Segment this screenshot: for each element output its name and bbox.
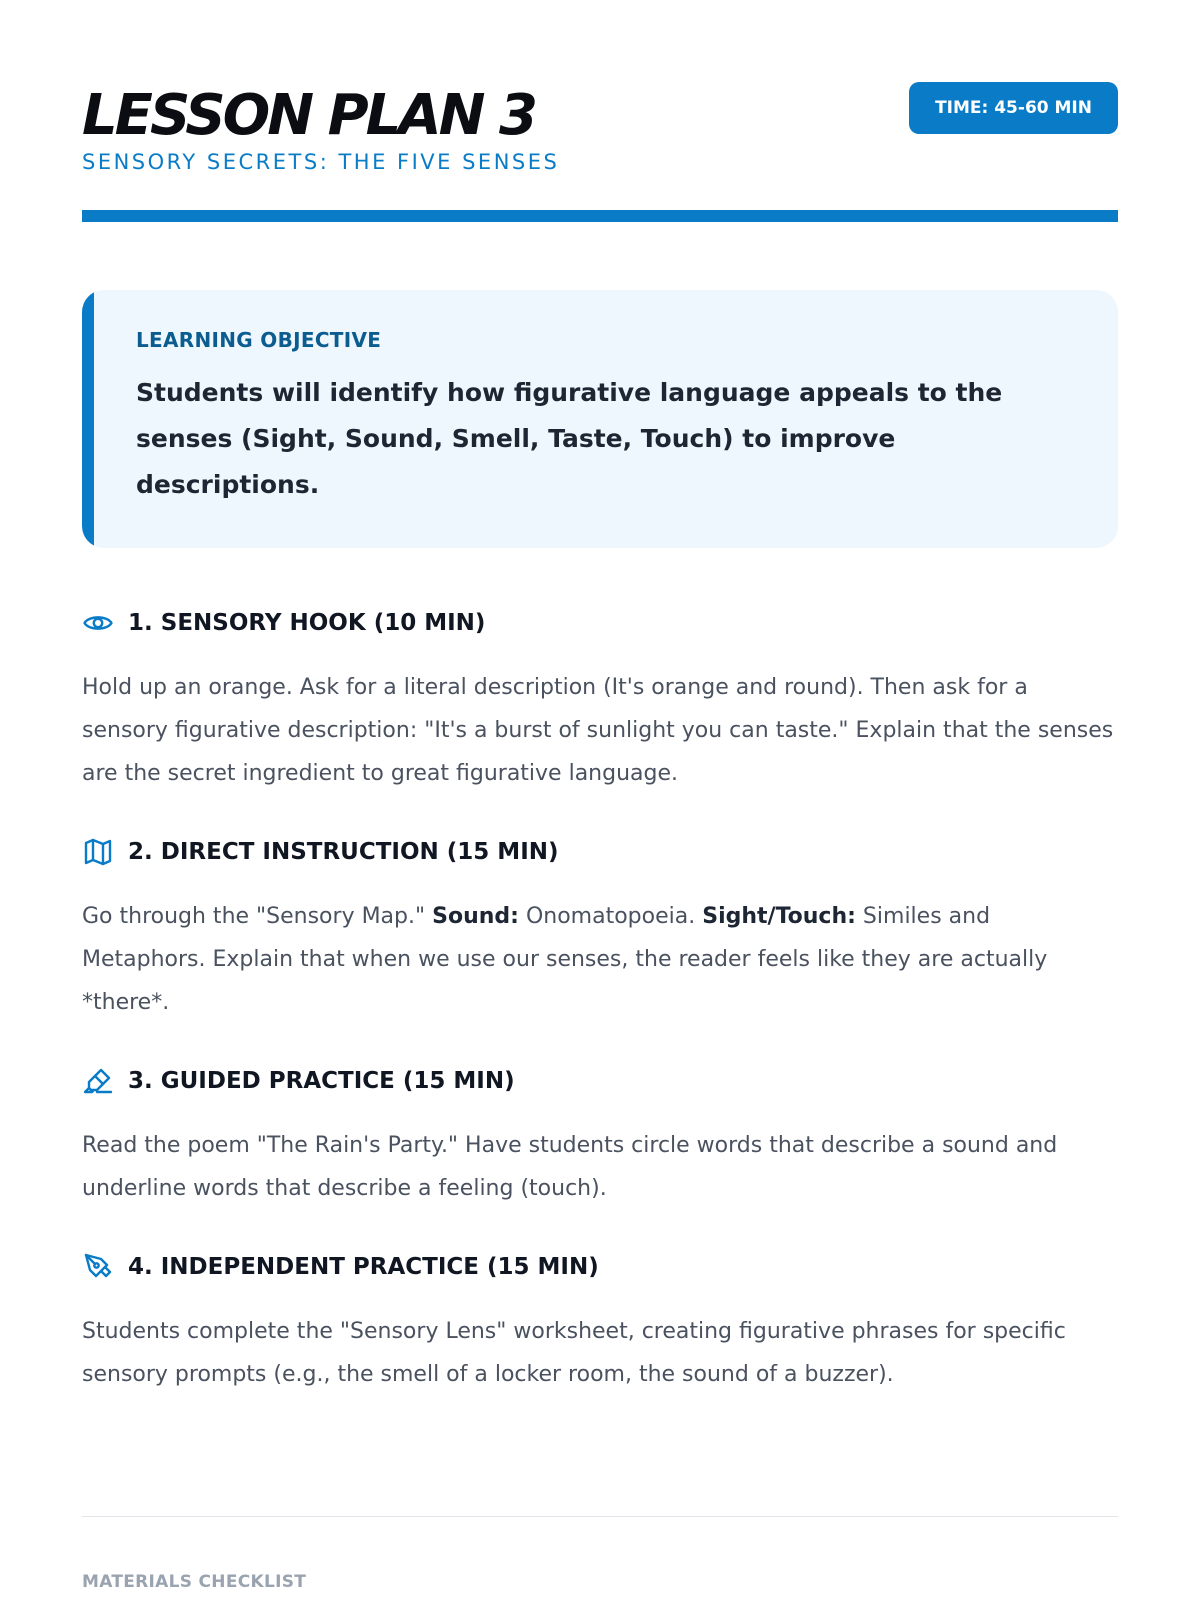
section-body: Students complete the "Sensory Lens" worksheet, creating figurative phrases for specific sensory prompts (e.g., the smell of a locker room, the sound of a buzzer). bbox=[82, 1319, 1066, 1387]
section-guided-practice bbox=[82, 1064, 1118, 1210]
pen-tool-icon bbox=[82, 1251, 114, 1283]
eye-icon bbox=[82, 607, 114, 639]
section-divider bbox=[82, 1516, 1118, 1517]
section-heading bbox=[82, 835, 1118, 869]
objective-label: LEARNING OBJECTIVE bbox=[136, 328, 382, 352]
section-heading bbox=[82, 1250, 1118, 1284]
page-subtitle: SENSORY SECRETS: THE FIVE SENSES bbox=[82, 150, 560, 174]
section-title: 3. GUIDED PRACTICE (15 MIN) bbox=[128, 1068, 515, 1094]
header-rule bbox=[82, 210, 1118, 222]
body-bold-text: Sight/Touch: bbox=[702, 904, 856, 929]
section-heading bbox=[82, 1064, 1118, 1098]
body-text: Go through the "Sensory Map." bbox=[82, 904, 433, 929]
body-bold-text: Sound: bbox=[432, 904, 519, 929]
section-body bbox=[82, 895, 1118, 1024]
section-title: 1. SENSORY HOOK (10 MIN) bbox=[128, 610, 486, 636]
section-body: Hold up an orange. Ask for a literal description (It's orange and round). Then ask for a sensory figurative description: "It's a burst of sunlight you can taste." Explain that the senses are the secret ingredient to great figurative language. bbox=[82, 675, 1114, 786]
section-title: 2. DIRECT INSTRUCTION (15 MIN) bbox=[128, 839, 559, 865]
highlighter-icon bbox=[82, 1065, 114, 1097]
page-title: LESSON PLAN 3 bbox=[82, 83, 535, 148]
section-body: Read the poem "The Rain's Party." Have students circle words that describe a sound and underline words that describe a feeling (touch). bbox=[82, 1133, 1058, 1201]
section-independent-practice bbox=[82, 1250, 1118, 1396]
body-text: Onomatopoeia. bbox=[518, 904, 703, 929]
objective-text: Students will identify how figurative language appeals to the senses (Sight, Sound, Smell, Taste, Touch) to improve descriptions. bbox=[136, 378, 1003, 499]
map-icon bbox=[82, 836, 114, 868]
section-heading bbox=[82, 606, 1118, 640]
time-badge: TIME: 45-60 MIN bbox=[909, 82, 1118, 134]
learning-objective-card bbox=[82, 290, 1118, 548]
page-header bbox=[82, 0, 1118, 174]
materials-checklist-heading: MATERIALS CHECKLIST bbox=[82, 1572, 307, 1592]
section-sensory-hook bbox=[82, 606, 1118, 795]
section-direct-instruction bbox=[82, 835, 1118, 1024]
section-title: 4. INDEPENDENT PRACTICE (15 MIN) bbox=[128, 1254, 599, 1280]
body-text: Similes and Metaphors. Explain that when we use our senses, the reader feels like they are actually *there*. bbox=[82, 904, 1048, 1015]
